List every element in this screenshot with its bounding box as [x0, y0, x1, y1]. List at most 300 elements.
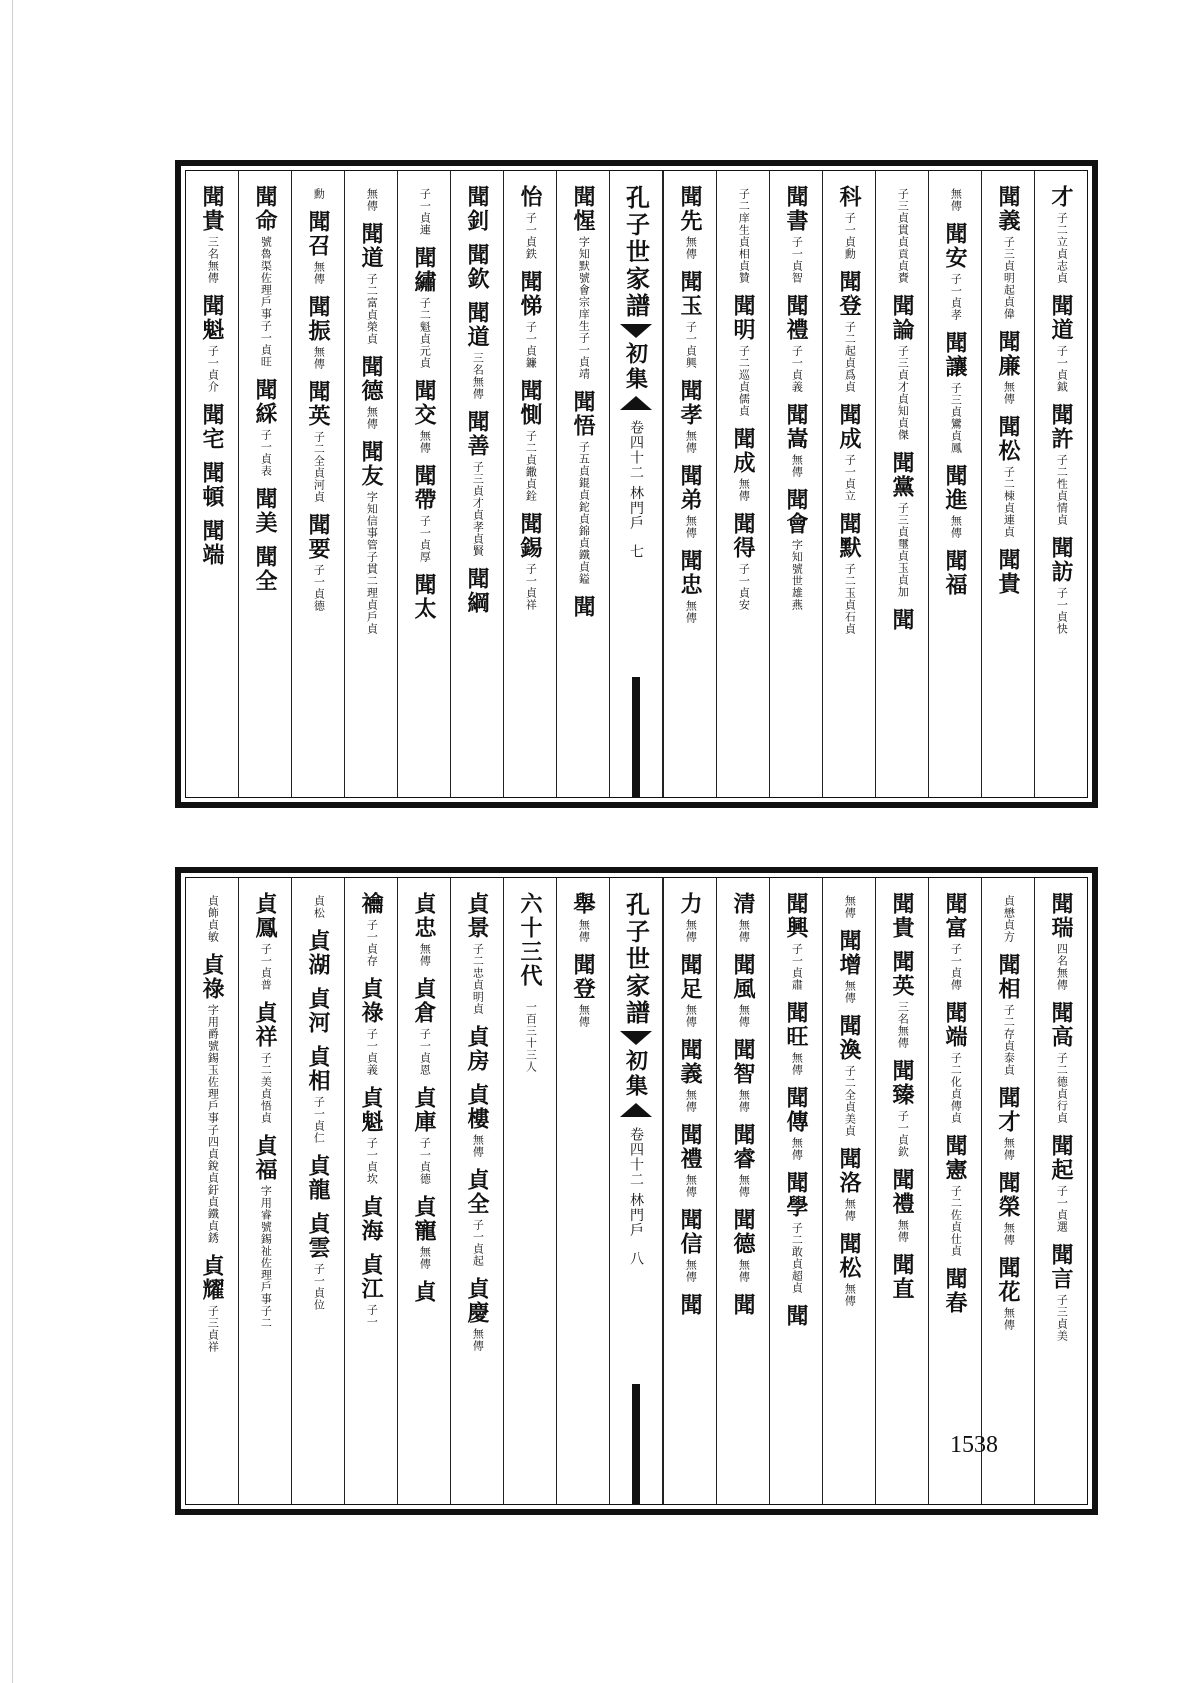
person-name: 聞言: [1048, 1243, 1074, 1291]
entry: [785, 185, 807, 284]
entry: [679, 549, 701, 624]
annotation: 子一貞肅: [790, 943, 804, 991]
annotation: 子一貞坎: [365, 1137, 379, 1185]
entry: [201, 185, 223, 284]
entry: [949, 185, 962, 212]
entry: [312, 185, 325, 200]
annotation: 子三貞璽貞玉貞加: [896, 502, 910, 598]
annotation: 無傳: [684, 515, 698, 539]
annotation: 無傳: [843, 980, 857, 1004]
entry: [466, 1277, 488, 1352]
entry: [519, 185, 541, 260]
annotation: 無傳: [737, 478, 751, 502]
annotation: 子二性貞情貞: [1055, 454, 1069, 526]
annotation: 子二棟貞連貞: [1002, 466, 1016, 538]
entry: [785, 403, 807, 478]
entry: [413, 246, 435, 369]
annotation: 無傳: [684, 919, 698, 943]
entry: [785, 294, 807, 393]
entry: [944, 549, 966, 597]
entry: [201, 519, 223, 567]
person-name: 聞德: [358, 355, 384, 403]
entry-column: [769, 171, 822, 797]
person-name: 聞許: [1048, 403, 1074, 451]
annotation: 子一貞祥: [524, 563, 538, 611]
person-name: 清: [730, 892, 756, 916]
person-name: 聞德: [730, 1208, 756, 1256]
person-name: 聞全: [252, 545, 278, 593]
annotation: 子一貞選: [1055, 1185, 1069, 1233]
person-name: 聞魁: [199, 294, 225, 342]
entry: [572, 390, 594, 585]
person-name: 貞景: [464, 892, 490, 940]
annotation: 無傳: [577, 919, 591, 943]
entry-column: [450, 171, 503, 797]
annotation: 無傳: [737, 919, 751, 943]
entry: [997, 330, 1019, 405]
entry: [732, 1123, 754, 1198]
center-fold-column: [609, 878, 663, 1504]
entry: [732, 953, 754, 1028]
annotation: 子二貞鏾貞銓: [524, 430, 538, 502]
fold-bar: [632, 677, 640, 797]
entry-column: [663, 171, 716, 797]
annotation: 子一貞表: [259, 429, 273, 477]
annotation: 子一貞仁: [312, 1096, 326, 1144]
person-name: 聞興: [783, 892, 809, 940]
annotation: 無傳: [790, 1052, 804, 1076]
entry: [519, 512, 541, 611]
annotation: 無傳: [1002, 381, 1016, 405]
entry: [307, 1045, 329, 1144]
person-name: 聞美: [252, 487, 278, 535]
person-name: 聞明: [730, 294, 756, 342]
annotation: 子一貞義: [790, 345, 804, 393]
person-name: 貞魁: [358, 1086, 384, 1134]
person-name: 聞才: [995, 1086, 1021, 1134]
annotation: 子一: [365, 1304, 379, 1328]
annotation: 四名無傳: [1055, 943, 1069, 991]
entry: [1050, 1243, 1072, 1342]
entry-column: [186, 878, 238, 1504]
entry-column: [1034, 171, 1087, 797]
person-name: 聞智: [730, 1038, 756, 1086]
person-name: 聞帶: [411, 464, 437, 512]
annotation: 無傳: [577, 1004, 591, 1028]
person-name: 聞振: [305, 295, 331, 343]
person-name: 聞繡: [411, 246, 437, 294]
page-number: 1538: [950, 1432, 998, 1458]
person-name: 聞嵩: [783, 403, 809, 451]
annotation: 子一貞智: [790, 236, 804, 284]
person-name: 聞渙: [836, 1014, 862, 1062]
annotation: 子一貞連: [418, 188, 432, 236]
person-name: 聞命: [252, 185, 278, 233]
annotation: 子一貞快: [1055, 587, 1069, 635]
entry: [944, 1134, 966, 1257]
person-name: 貞湖: [305, 929, 331, 977]
person-name: 聞讓: [942, 331, 968, 379]
entry-column: [397, 878, 450, 1504]
entry: [838, 1014, 860, 1137]
person-name: 聞道: [464, 301, 490, 349]
entry-column: [875, 171, 928, 797]
person-name: 聞憲: [942, 1134, 968, 1182]
annotation: 無傳: [1002, 1137, 1016, 1161]
entry: [307, 1212, 329, 1311]
entry: [732, 1208, 754, 1283]
person-name: 貞樓: [464, 1083, 490, 1131]
annotation: 子二存貞泰貞: [1002, 1004, 1016, 1076]
entry: [413, 1086, 435, 1185]
annotation: 無傳: [737, 1259, 751, 1283]
entry: [1050, 892, 1072, 991]
entry: [891, 1168, 913, 1243]
person-name: 貞: [411, 1280, 437, 1304]
person-name: 貞相: [305, 1045, 331, 1093]
entry: [679, 464, 701, 539]
entry-column: [981, 878, 1034, 1504]
entry: [254, 185, 276, 368]
entry: [997, 1256, 1019, 1331]
annotation: 子二忠貞明貞: [471, 943, 485, 1015]
entry: [944, 464, 966, 539]
person-name: 貞祿: [358, 977, 384, 1025]
person-name: 聞善: [464, 410, 490, 458]
person-name: 聞增: [836, 929, 862, 977]
entry-column: [875, 878, 928, 1504]
person-name: 聞直: [889, 1253, 915, 1301]
fish-tail-icon: [620, 396, 652, 410]
entry: [307, 987, 329, 1035]
entry: [997, 415, 1019, 538]
annotation: 子一貞勳: [843, 212, 857, 260]
annotation: 字用爵號錫玉佐理戶事子四貞銳貞釪貞鐵貞銹: [206, 1004, 220, 1244]
annotation: 三名無傳: [206, 236, 220, 284]
entry: [360, 1195, 382, 1243]
entry: [307, 295, 329, 370]
entry: [413, 1280, 435, 1304]
entry-column: [291, 171, 344, 797]
annotation: 子二起貞爲貞: [843, 321, 857, 393]
entry: [466, 301, 488, 400]
entry: [519, 379, 541, 502]
annotation: 子三貞明起貞偉: [1002, 236, 1016, 320]
person-name: 貞慶: [464, 1277, 490, 1325]
entry: [201, 461, 223, 509]
person-name: 聞高: [1048, 1001, 1074, 1049]
person-name: 貞耀: [199, 1254, 225, 1302]
series-label: 初集: [622, 1049, 649, 1099]
entry: [365, 185, 378, 212]
entry: [838, 270, 860, 393]
person-name: 聞貴: [199, 185, 225, 233]
columns-top: [186, 171, 1087, 797]
person-name: 聞道: [358, 222, 384, 270]
entry: [679, 1293, 701, 1317]
person-name: 聞貴: [889, 892, 915, 940]
entry: [785, 1001, 807, 1076]
person-name: 聞端: [199, 519, 225, 567]
person-name: 聞訪: [1048, 536, 1074, 584]
person-name: 聞孝: [677, 379, 703, 427]
entry: [1050, 185, 1072, 284]
annotation: 無傳: [312, 261, 326, 285]
person-name: 貞全: [464, 1168, 490, 1216]
annotation: 子五貞錕貞鉈貞錦貞鐵貞鎰: [577, 441, 591, 585]
person-name: 聞先: [677, 185, 703, 233]
person-name: 聞: [570, 595, 596, 619]
person-name: 聞論: [889, 294, 915, 342]
entry: [413, 892, 435, 967]
annotation: 字知信事管子貫二理貞戶貞: [365, 491, 379, 635]
annotation: 子一貞存: [365, 919, 379, 967]
person-name: 聞黨: [889, 451, 915, 499]
person-name: 聞錫: [517, 512, 543, 560]
person-name: 聞弟: [677, 464, 703, 512]
entry-column: [556, 171, 609, 797]
entry: [732, 294, 754, 417]
entry: [312, 892, 325, 919]
annotation: 無傳: [312, 346, 326, 370]
person-name: 聞傳: [783, 1086, 809, 1134]
person-name: 聞進: [942, 464, 968, 512]
entry: [944, 1001, 966, 1124]
entry: [838, 185, 860, 260]
annotation: 無傳: [471, 1328, 485, 1352]
entry-column: [769, 878, 822, 1504]
annotation: 無傳: [737, 1089, 751, 1113]
entry: [997, 953, 1019, 1076]
entry: [732, 1038, 754, 1113]
entry: [466, 1168, 488, 1267]
entry: [997, 1171, 1019, 1246]
annotation: 子一貞位: [312, 1263, 326, 1311]
person-name: 聞成: [836, 403, 862, 451]
person-name: 聞英: [305, 380, 331, 428]
entry-column: [981, 171, 1034, 797]
entry-column: [397, 171, 450, 797]
entry-column: [291, 878, 344, 1504]
annotation: 子一貞起: [471, 1219, 485, 1267]
entry: [944, 892, 966, 991]
person-name: 聞花: [995, 1256, 1021, 1304]
entry-column: [450, 878, 503, 1504]
annotation: 子三貞鸞貞鳳: [949, 382, 963, 454]
person-name: 聞登: [836, 270, 862, 318]
entry: [307, 1154, 329, 1202]
entry-column: [503, 878, 556, 1504]
person-name: 怡: [517, 185, 543, 209]
entry: [1050, 1134, 1072, 1233]
annotation: 子二全貞美貞: [843, 1065, 857, 1137]
annotation: 無傳: [684, 1089, 698, 1113]
series-label: 初集: [622, 342, 649, 392]
person-name: 聞道: [1048, 294, 1074, 342]
entry: [572, 892, 594, 943]
entry: [413, 379, 435, 454]
entry: [732, 892, 754, 943]
annotation: 子二敢貞超貞: [790, 1222, 804, 1294]
entry: [1050, 294, 1072, 393]
entry-column: [822, 171, 875, 797]
annotation: 子二佐貞仕貞: [949, 1185, 963, 1257]
entry: [466, 1083, 488, 1158]
annotation: 子一貞孝: [949, 273, 963, 321]
person-name: 聞太: [411, 573, 437, 621]
person-name: 聞安: [942, 222, 968, 270]
annotation: 無傳: [418, 943, 432, 967]
person-name: 聞風: [730, 953, 756, 1001]
annotation: 貞飾貞敏: [206, 895, 220, 943]
person-name: 聞榮: [995, 1171, 1021, 1219]
entry: [679, 1208, 701, 1283]
entry: [360, 1086, 382, 1185]
fish-tail-icon: [620, 1103, 652, 1117]
entry: [360, 440, 382, 635]
volume-label: 卷四十二 林門戶: [628, 420, 644, 531]
person-name: 聞: [889, 608, 915, 632]
annotation: 無傳: [843, 895, 857, 919]
annotation: 無傳: [896, 1219, 910, 1243]
person-name: 貞雲: [305, 1212, 331, 1260]
annotation: 子三貞美: [1055, 1294, 1069, 1342]
entry: [1050, 536, 1072, 635]
entry: [944, 222, 966, 321]
annotation: 子一貞德: [418, 1137, 432, 1185]
annotation: 子二玉貞石貞: [843, 563, 857, 635]
person-name: 聞友: [358, 440, 384, 488]
person-name: 聞悟: [570, 390, 596, 438]
annotation: 子一貞恩: [418, 1028, 432, 1076]
person-name: 聞義: [677, 1038, 703, 1086]
entry: [413, 1195, 435, 1270]
entry: [843, 892, 856, 919]
annotation: 無傳: [418, 1246, 432, 1270]
annotation: 子一貞鉄: [524, 212, 538, 260]
entry: [785, 488, 807, 611]
person-name: 聞成: [730, 427, 756, 475]
person-name: 聞忠: [677, 549, 703, 597]
annotation: 子二立貞志貞: [1055, 212, 1069, 284]
annotation: 子三貞貫貞貢貞賚: [896, 188, 910, 284]
entry: [838, 1147, 860, 1222]
annotation: 無傳: [684, 1004, 698, 1028]
entry: [307, 210, 329, 285]
annotation: 無傳: [843, 1283, 857, 1307]
entry: [572, 953, 594, 1028]
person-name: 聞登: [570, 953, 596, 1001]
person-name: 聞學: [783, 1171, 809, 1219]
entry: [254, 1134, 276, 1329]
annotation: 無傳: [843, 1198, 857, 1222]
person-name: 聞禮: [783, 294, 809, 342]
entry: [679, 379, 701, 454]
entry-column: [928, 171, 981, 797]
entry: [891, 892, 913, 940]
volume-label: 卷四十二 林門戶: [628, 1127, 644, 1238]
annotation: 子二富貞榮貞: [365, 273, 379, 345]
annotation: 子一貞立: [843, 454, 857, 502]
entry: [466, 410, 488, 557]
annotation: 勳: [312, 188, 326, 200]
entry: [997, 548, 1019, 596]
folio-number: 八: [628, 1251, 644, 1266]
annotation: 三名無傳: [471, 352, 485, 400]
person-name: 貞寵: [411, 1195, 437, 1243]
annotation: 子一貞欽: [896, 1110, 910, 1158]
scan-edge-line: [12, 0, 13, 1683]
annotation: 子二庠生貞相貞贊: [737, 188, 751, 284]
annotation: 字用睿號錫祉佐理戶事子二: [259, 1185, 273, 1329]
annotation: 無傳: [684, 1174, 698, 1198]
entry: [1002, 892, 1015, 943]
entry: [944, 331, 966, 454]
annotation: 子二美貞悟貞: [259, 1052, 273, 1124]
entry: [997, 1086, 1019, 1161]
person-name: 聞相: [995, 953, 1021, 1001]
entry: [785, 1171, 807, 1294]
book-title: 孔子世家譜: [621, 892, 651, 1027]
person-name: 聞惻: [517, 379, 543, 427]
entry-column: [503, 171, 556, 797]
annotation: 無傳: [949, 515, 963, 539]
person-name: 聞旺: [783, 1001, 809, 1049]
entry: [679, 270, 701, 369]
person-name: 聞松: [995, 415, 1021, 463]
annotation: 子一貞興: [684, 321, 698, 369]
genealogy-page-top: [175, 160, 1098, 808]
annotation: 一百三十三人: [524, 1001, 538, 1073]
person-name: 聞春: [942, 1267, 968, 1315]
entry: [679, 185, 701, 260]
book-title: 孔子世家譜: [621, 185, 651, 320]
person-name: 聞綱: [464, 567, 490, 615]
entry: [891, 1059, 913, 1158]
person-name: 聞廉: [995, 330, 1021, 378]
person-name: 貞鳳: [252, 892, 278, 940]
entry-column: [186, 171, 238, 797]
person-name: 貞忠: [411, 892, 437, 940]
person-name: 貞倉: [411, 977, 437, 1025]
annotation: 子一貞傳: [949, 943, 963, 991]
person-name: 聞會: [783, 488, 809, 536]
annotation: 無傳: [1002, 1222, 1016, 1246]
person-name: 力: [677, 892, 703, 916]
annotation: 子一貞安: [737, 563, 751, 611]
genealogy-page-bottom: [175, 867, 1098, 1515]
annotation: 無傳: [790, 1137, 804, 1161]
person-name: 聞要: [305, 513, 331, 561]
entry: [519, 892, 541, 988]
entry: [307, 929, 329, 977]
entry-column: [822, 878, 875, 1504]
person-name: 聞臻: [889, 1059, 915, 1107]
entry: [785, 892, 807, 991]
annotation: 子一貞鐮: [524, 321, 538, 369]
annotation: 號魯渠佐理戶事子一貞旺: [259, 236, 273, 368]
entry: [896, 185, 909, 284]
entry: [360, 977, 382, 1076]
entry: [838, 403, 860, 502]
entry: [206, 892, 219, 943]
entry-column: [716, 171, 769, 797]
annotation: 子一貞普: [259, 943, 273, 991]
person-name: 聞綵: [252, 378, 278, 426]
entry: [413, 464, 435, 563]
annotation: 無傳: [790, 454, 804, 478]
person-name: 聞頓: [199, 461, 225, 509]
